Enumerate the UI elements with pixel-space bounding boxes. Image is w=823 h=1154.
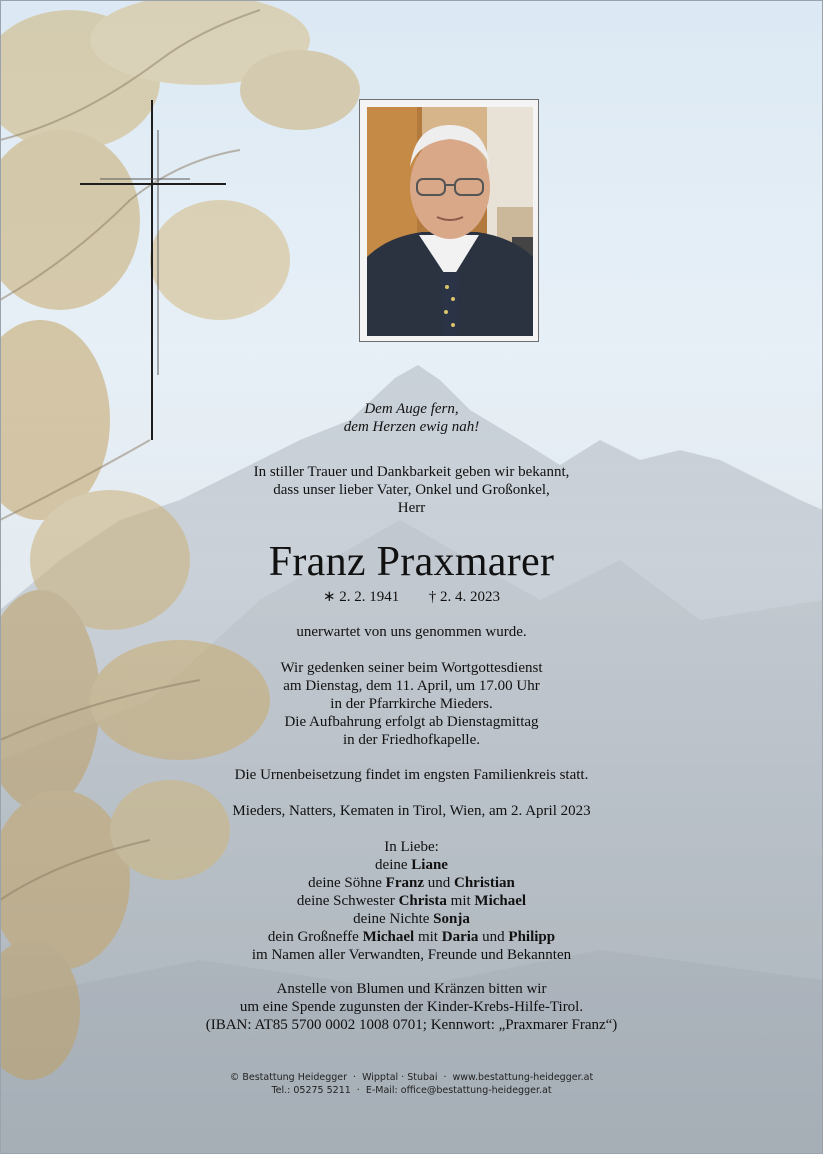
cross-icon [80,100,226,440]
mourner-line-6: im Namen aller Verwandten, Freunde und Bekannten [251,947,572,963]
service-line-2: am Dienstag, dem 11. April, um 17.00 Uhr [283,678,540,694]
donation-line-2: um eine Spende zugunsten der Kinder-Krebs-Hilfe-Tirol. [239,999,584,1015]
donation-line-3: (IBAN: AT85 5700 0002 1008 0701; Kennwort: „Praxmarer Franz“) [205,1017,618,1033]
birth-date: 2. 2. 1941 [339,589,400,605]
motto-line-1: Dem Auge fern, [364,401,459,417]
service-line-5: in der Friedhofkapelle. [342,732,481,748]
footer-company: © Bestattung Heidegger [229,1072,348,1083]
mourners-heading: In Liebe: [384,839,439,855]
footer-website[interactable]: www.bestattung-heidegger.at [452,1072,594,1083]
footer-phone: Tel.: 05275 5211 [271,1085,351,1096]
mourner-line-2: deine Söhne Franz und Christian [308,875,515,891]
death-dagger-icon: † [428,589,437,605]
mourner-line-3: deine Schwester Christa mit Michael [296,893,527,909]
service-line-3: in der Pfarrkirche Mieders. [330,696,493,712]
motto-line-2: dem Herzen ewig nah! [343,419,480,435]
portrait-photo-frame [359,99,539,342]
mourner-line-4: deine Nichte Sonja [353,911,470,927]
life-dates [0,588,823,606]
death-date: 2. 4. 2023 [440,589,501,605]
donation-line-1: Anstelle von Blumen und Kränzen bitten wir [276,981,547,997]
service-line-1: Wir gedenken seiner beim Wortgottesdienst [280,660,543,676]
footer-email[interactable]: E-Mail: office@bestattung-heidegger.at [365,1085,552,1096]
portrait-photo [367,107,533,336]
place-date: Mieders, Natters, Kematen in Tirol, Wien, am 2. April 2023 [232,803,591,819]
intro-line-3: Herr [397,500,426,516]
mourner-line-1: deine Liane [375,857,448,873]
deceased-name: Franz Praxmarer [268,539,555,585]
mourner-line-5: dein Großneffe Michael mit Daria und Philipp [267,929,556,945]
footer-region: Wipptal · Stubai [362,1072,438,1083]
intro-line-1: In stiller Trauer und Dankbarkeit geben wir bekannt, [253,464,570,480]
footer-line-2: Tel.: 05275 5211 · E-Mail: office@bestattung-heidegger.at [271,1085,552,1096]
birth-star-icon: ∗ [322,589,336,605]
taken-text: unerwartet von uns genommen wurde. [296,624,527,640]
intro-line-2: dass unser lieber Vater, Onkel und Großonkel, [273,482,550,498]
service-line-4: Die Aufbahrung erfolgt ab Dienstagmittag [284,714,539,730]
burial-text: Die Urnenbeisetzung findet im engsten Familienkreis statt. [234,767,589,783]
footer-line-1: © Bestattung Heidegger · Wipptal · Stubai · www.bestattung-heidegger.at [229,1072,594,1083]
